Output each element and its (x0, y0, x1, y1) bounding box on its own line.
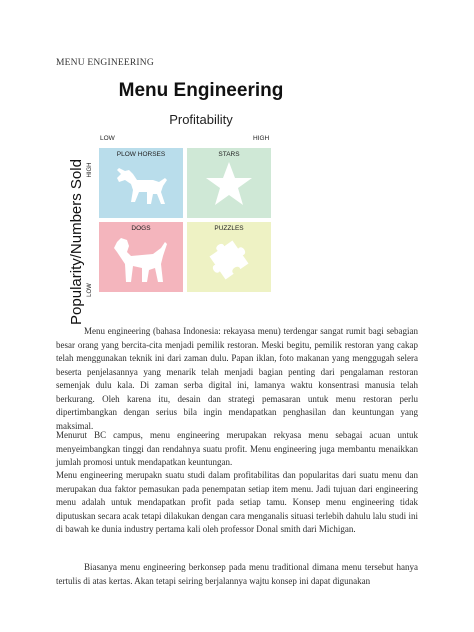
x-axis-low-label: LOW (100, 135, 115, 142)
horse-icon (113, 160, 169, 210)
x-axis-high-label: HIGH (253, 135, 270, 142)
paragraph-2: Menurut BC campus, menu engineering merupakan rekyasa menu sebagai acuan untuk menyeimbangkan tinggi dan rendahnya suatu profit. Menu engineering juga membantu menaikkan jumlah promosi untuk mendapatkan keuntungan. (56, 430, 418, 467)
paragraph-3: Menu engineering merupakn suatu studi dalam profitabilitas dan popularitas dari suatu menu dan merupakan dua faktor pemasukan pada penempatan setiap item menu. Jadi tujuan dari engineering menu adalah untuk mendapatkan profit pada setiap tamu. Konsep menu engineering tidak diputuskan secara acak tetapi dilakukan dengan cara menganalis situasi terlebih dahulu lalu studi ini di bawah ke dunia industry pertama kali oleh professor Donal smith dari Michigan. (56, 470, 418, 534)
quadrant-puzzles (187, 222, 271, 292)
menu-engineering-matrix (56, 78, 288, 325)
y-axis-label: Popularity/Numbers Sold (68, 159, 85, 325)
puzzle-icon (201, 234, 257, 284)
page-heading: MENU ENGINEERING (56, 58, 154, 68)
quadrant-plow-horses (99, 148, 183, 218)
y-axis-low-label: LOW (87, 283, 93, 297)
quadrant-label: PUZZLES (214, 225, 244, 232)
figure-title: Menu Engineering (118, 80, 284, 101)
quadrant-label: DOGS (131, 225, 151, 232)
quadrant-stars (187, 148, 271, 218)
star-icon (201, 160, 257, 210)
quadrant-dogs (99, 222, 183, 292)
quadrant-label: STARS (218, 151, 240, 158)
quadrant-label: PLOW HORSES (116, 151, 166, 158)
dog-icon (111, 234, 171, 286)
paragraph-1: Menu engineering (bahasa Indonesia: rekayasa menu) terdengar sangat rumit bagi sebagian besar orang yang bercita-cita menjadi pemilik restoran. Meski begitu, pemilik restoran yang cakap telah menggunakan teknik ini dari zaman dulu. Papan iklan, foto makanan yang menggugah selera beserta penjelasannya yang menarik telah menjadi bagian penting dari pengalaman restoran semenjak dulu kala. Di zaman serba digital ini, lamanya waktu konsentrasi manusia telah berkurang. Oleh karena itu, desain dan strategi pemasaran untuk menu restoran perlu dipertimbangkan dengan serius bila ingin mendapatkan penghasilan dan keuntungan yang maksimal. (56, 326, 418, 431)
y-axis-high-label: HIGH (87, 162, 93, 178)
paragraph-4: Biasanya menu engineering berkonsep pada menu traditional dimana menu tersebut hanya tertulis di atas kertas. Akan tetapi seiring berjalannya wajtu konsep ini dapat digunakan (56, 562, 418, 586)
figure-subtitle: Profitability (169, 112, 233, 127)
